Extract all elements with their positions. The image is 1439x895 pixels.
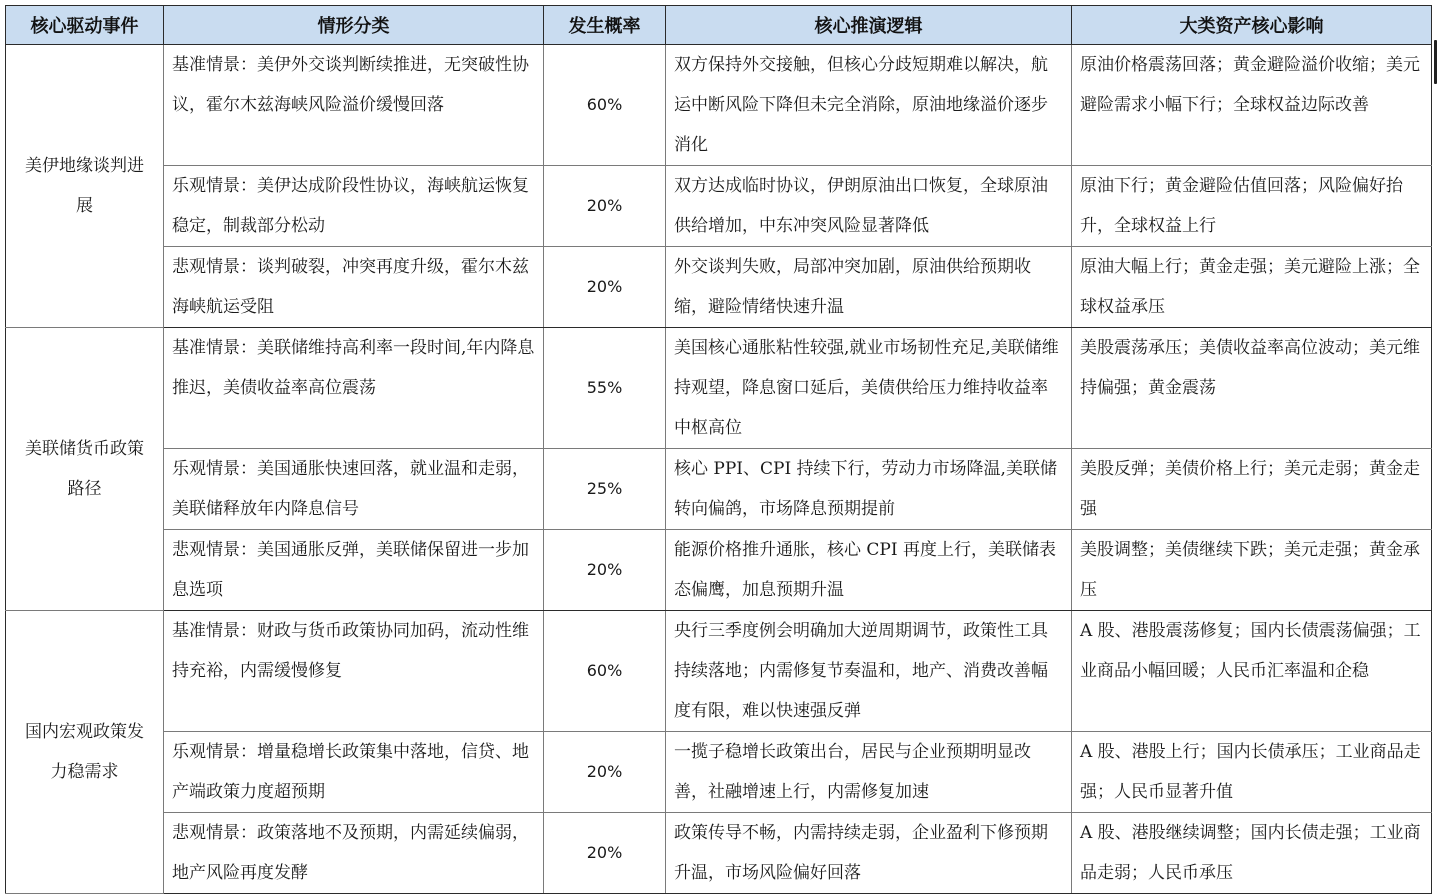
- logic-cell: 美国核心通胀粘性较强,就业市场韧性充足,美联储维持观望，降息窗口延后，美债供给压力维持收益率中枢高位: [666, 328, 1072, 449]
- impact-cell: A 股、港股上行；国内长债承压；工业商品走强；人民币显著升值: [1072, 732, 1432, 813]
- header-logic: 核心推演逻辑: [666, 6, 1072, 45]
- scenario-cell: 悲观情景：政策落地不及预期，内需延续偏弱，地产风险再度发酵: [164, 813, 544, 894]
- header-probability: 发生概率: [544, 6, 666, 45]
- probability-cell: 60%: [544, 45, 666, 166]
- table-row: [6, 813, 1432, 894]
- impact-cell: 美股震荡承压；美债收益率高位波动；美元维持偏强；黄金震荡: [1072, 328, 1432, 449]
- event-cell: 美伊地缘谈判进展: [6, 45, 164, 328]
- table-row: [6, 449, 1432, 530]
- scenario-cell: 悲观情景：谈判破裂，冲突再度升级，霍尔木兹海峡航运受阻: [164, 247, 544, 328]
- scrollbar-thumb[interactable]: [1434, 40, 1437, 84]
- table-row: [6, 166, 1432, 247]
- probability-cell: 20%: [544, 530, 666, 611]
- impact-cell: 原油大幅上行；黄金走强；美元避险上涨；全球权益承压: [1072, 247, 1432, 328]
- event-cell: 美联储货币政策路径: [6, 328, 164, 611]
- table-container: [5, 5, 1432, 894]
- table-row: [6, 247, 1432, 328]
- event-cell: 国内宏观政策发力稳需求: [6, 611, 164, 894]
- logic-cell: 双方保持外交接触，但核心分歧短期难以解决，航运中断风险下降但未完全消除，原油地缘溢价逐步消化: [666, 45, 1072, 166]
- table-row: [6, 45, 1432, 166]
- impact-cell: A 股、港股继续调整；国内长债走强；工业商品走弱；人民币承压: [1072, 813, 1432, 894]
- header-scenario: 情形分类: [164, 6, 544, 45]
- scenario-cell: 乐观情景：增量稳增长政策集中落地，信贷、地产端政策力度超预期: [164, 732, 544, 813]
- probability-cell: 25%: [544, 449, 666, 530]
- probability-cell: 20%: [544, 813, 666, 894]
- impact-cell: 美股反弹；美债价格上行；美元走弱；黄金走强: [1072, 449, 1432, 530]
- logic-cell: 政策传导不畅，内需持续走弱，企业盈利下修预期升温，市场风险偏好回落: [666, 813, 1072, 894]
- impact-cell: A 股、港股震荡修复；国内长债震荡偏强；工业商品小幅回暖；人民币汇率温和企稳: [1072, 611, 1432, 732]
- header-impact: 大类资产核心影响: [1072, 6, 1432, 45]
- table-row: [6, 328, 1432, 449]
- header-event: 核心驱动事件: [6, 6, 164, 45]
- impact-cell: 美股调整；美债继续下跌；美元走强；黄金承压: [1072, 530, 1432, 611]
- probability-cell: 20%: [544, 247, 666, 328]
- logic-cell: 央行三季度例会明确加大逆周期调节，政策性工具持续落地；内需修复节奏温和，地产、消费改善幅度有限，难以快速强反弹: [666, 611, 1072, 732]
- scenario-cell: 乐观情景：美伊达成阶段性协议，海峡航运恢复稳定，制裁部分松动: [164, 166, 544, 247]
- logic-cell: 外交谈判失败，局部冲突加剧，原油供给预期收缩，避险情绪快速升温: [666, 247, 1072, 328]
- probability-cell: 20%: [544, 732, 666, 813]
- table-row: [6, 611, 1432, 732]
- impact-cell: 原油下行；黄金避险估值回落；风险偏好抬升，全球权益上行: [1072, 166, 1432, 247]
- table-header-row: [6, 6, 1432, 45]
- scenario-cell: 乐观情景：美国通胀快速回落，就业温和走弱，美联储释放年内降息信号: [164, 449, 544, 530]
- scenario-table: [5, 5, 1432, 894]
- scenario-cell: 基准情景：财政与货币政策协同加码，流动性维持充裕，内需缓慢修复: [164, 611, 544, 732]
- logic-cell: 核心 PPI、CPI 持续下行，劳动力市场降温,美联储转向偏鸽，市场降息预期提前: [666, 449, 1072, 530]
- table-row: [6, 732, 1432, 813]
- scenario-cell: 悲观情景：美国通胀反弹，美联储保留进一步加息选项: [164, 530, 544, 611]
- logic-cell: 能源价格推升通胀，核心 CPI 再度上行，美联储表态偏鹰，加息预期升温: [666, 530, 1072, 611]
- impact-cell: 原油价格震荡回落；黄金避险溢价收缩；美元避险需求小幅下行；全球权益边际改善: [1072, 45, 1432, 166]
- probability-cell: 55%: [544, 328, 666, 449]
- table-row: [6, 530, 1432, 611]
- scenario-cell: 基准情景：美伊外交谈判断续推进，无突破性协议，霍尔木兹海峡风险溢价缓慢回落: [164, 45, 544, 166]
- probability-cell: 20%: [544, 166, 666, 247]
- scenario-cell: 基准情景：美联储维持高利率一段时间,年内降息推迟，美债收益率高位震荡: [164, 328, 544, 449]
- logic-cell: 一揽子稳增长政策出台，居民与企业预期明显改善，社融增速上行，内需修复加速: [666, 732, 1072, 813]
- probability-cell: 60%: [544, 611, 666, 732]
- logic-cell: 双方达成临时协议，伊朗原油出口恢复，全球原油供给增加，中东冲突风险显著降低: [666, 166, 1072, 247]
